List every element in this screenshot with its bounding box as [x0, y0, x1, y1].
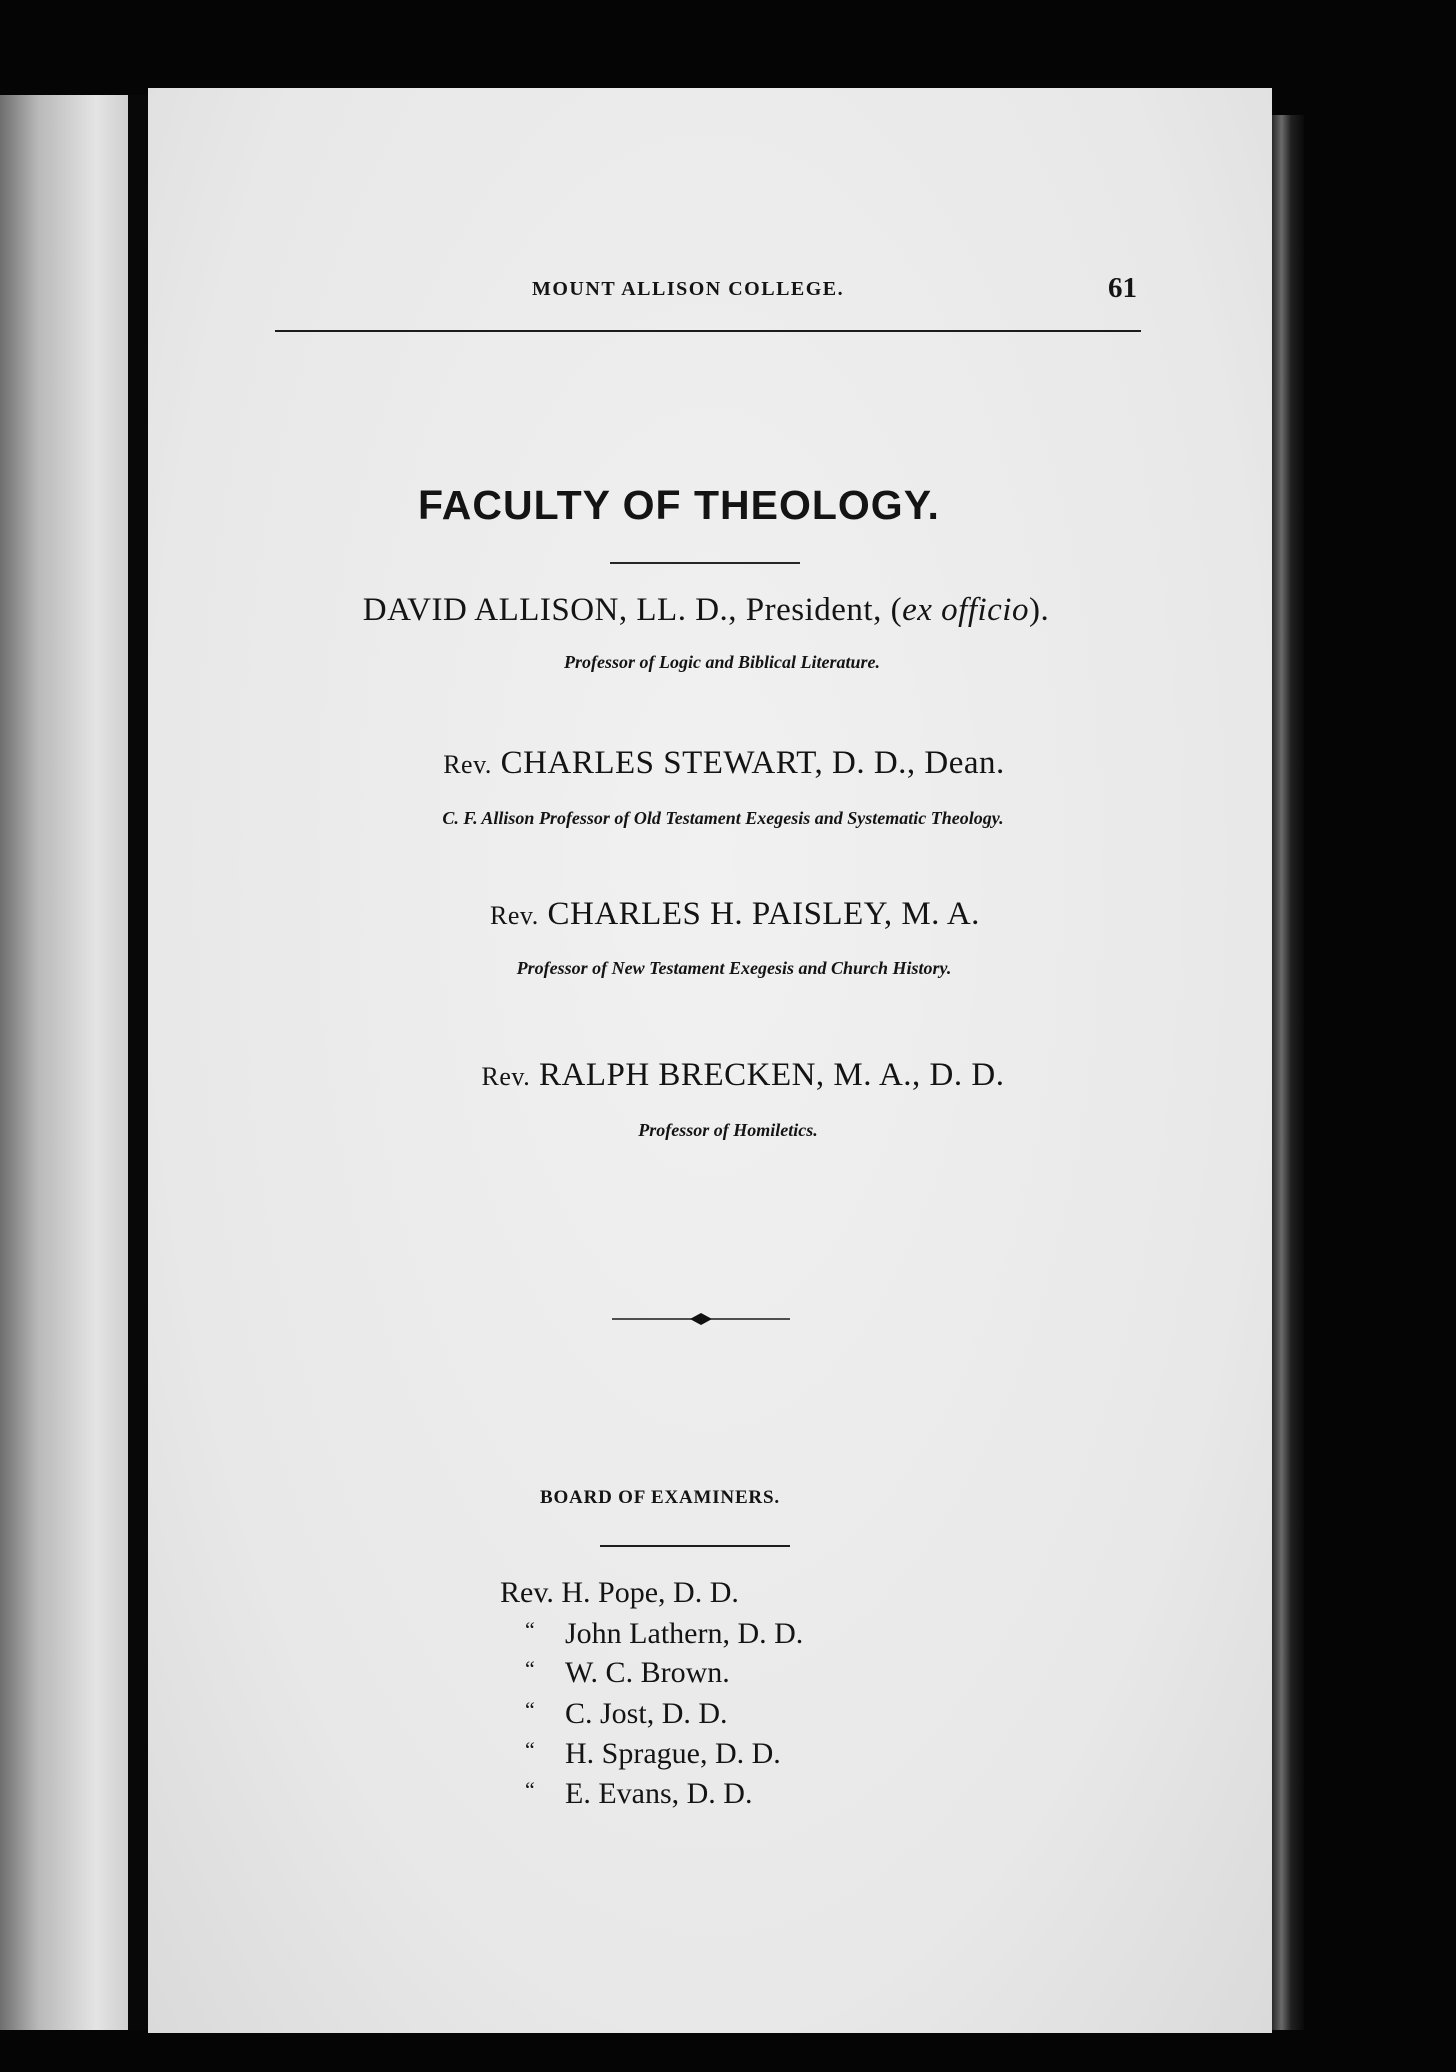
faculty-name — [0, 745, 1452, 782]
examiner-entry — [525, 1737, 781, 1771]
examiner-entry — [525, 1697, 728, 1731]
ditto-mark: “ — [525, 1656, 535, 1681]
faculty-name-suffix: ). — [1028, 592, 1050, 628]
faculty-prefix: Rev. — [443, 750, 492, 779]
ditto-mark: “ — [525, 1777, 535, 1802]
ditto-mark: “ — [525, 1737, 535, 1762]
faculty-role: Professor of New Testament Exegesis and Church History. — [516, 958, 952, 978]
faculty-name-text: CHARLES H. PAISLEY, M. A. — [538, 896, 980, 932]
faculty-role: C. F. Allison Professor of Old Testament Exegesis and Systematic Theology. — [442, 808, 1004, 828]
examiner-name: H. Pope, D. D. — [561, 1576, 739, 1609]
examiner-name: W. C. Brown. — [565, 1656, 730, 1689]
running-head: MOUNT ALLISON COLLEGE. — [532, 278, 845, 300]
board-title: BOARD OF EXAMINERS. — [540, 1487, 780, 1508]
examiner-entry — [500, 1576, 739, 1610]
faculty-name-text: RALPH BRECKEN, M. A., D. D. — [530, 1057, 1005, 1093]
examiner-name: John Lathern, D. D. — [565, 1617, 804, 1650]
page-number: 61 — [1108, 272, 1137, 304]
title-rule — [610, 562, 800, 564]
examiner-title: Rev. — [500, 1576, 554, 1609]
section-title: FACULTY OF THEOLOGY. — [418, 482, 940, 528]
board-rule — [600, 1545, 790, 1547]
faculty-role: Professor of Homiletics. — [638, 1120, 818, 1140]
faculty-name-text: DAVID ALLISON, LL. D., President, ( — [362, 592, 903, 628]
examiner-entry — [525, 1617, 803, 1651]
faculty-name — [15, 1057, 1456, 1094]
faculty-name-text: CHARLES STEWART, D. D., Dean. — [491, 745, 1005, 781]
ditto-mark: “ — [525, 1697, 535, 1722]
section-divider-ornament — [612, 1312, 790, 1326]
faculty-name — [0, 592, 1434, 629]
faculty-name-italic: ex officio — [902, 592, 1029, 628]
examiner-name: E. Evans, D. D. — [565, 1777, 753, 1810]
examiner-entry — [525, 1777, 752, 1811]
header-rule — [275, 330, 1141, 332]
faculty-prefix: Rev. — [490, 901, 539, 930]
examiner-name: H. Sprague, D. D. — [565, 1737, 781, 1770]
faculty-name — [7, 896, 1456, 933]
faculty-prefix: Rev. — [481, 1062, 531, 1091]
examiner-entry — [525, 1656, 730, 1690]
examiner-name: C. Jost, D. D. — [565, 1697, 728, 1730]
ditto-mark: “ — [525, 1617, 535, 1642]
faculty-role: Professor of Logic and Biblical Literature. — [564, 652, 880, 672]
